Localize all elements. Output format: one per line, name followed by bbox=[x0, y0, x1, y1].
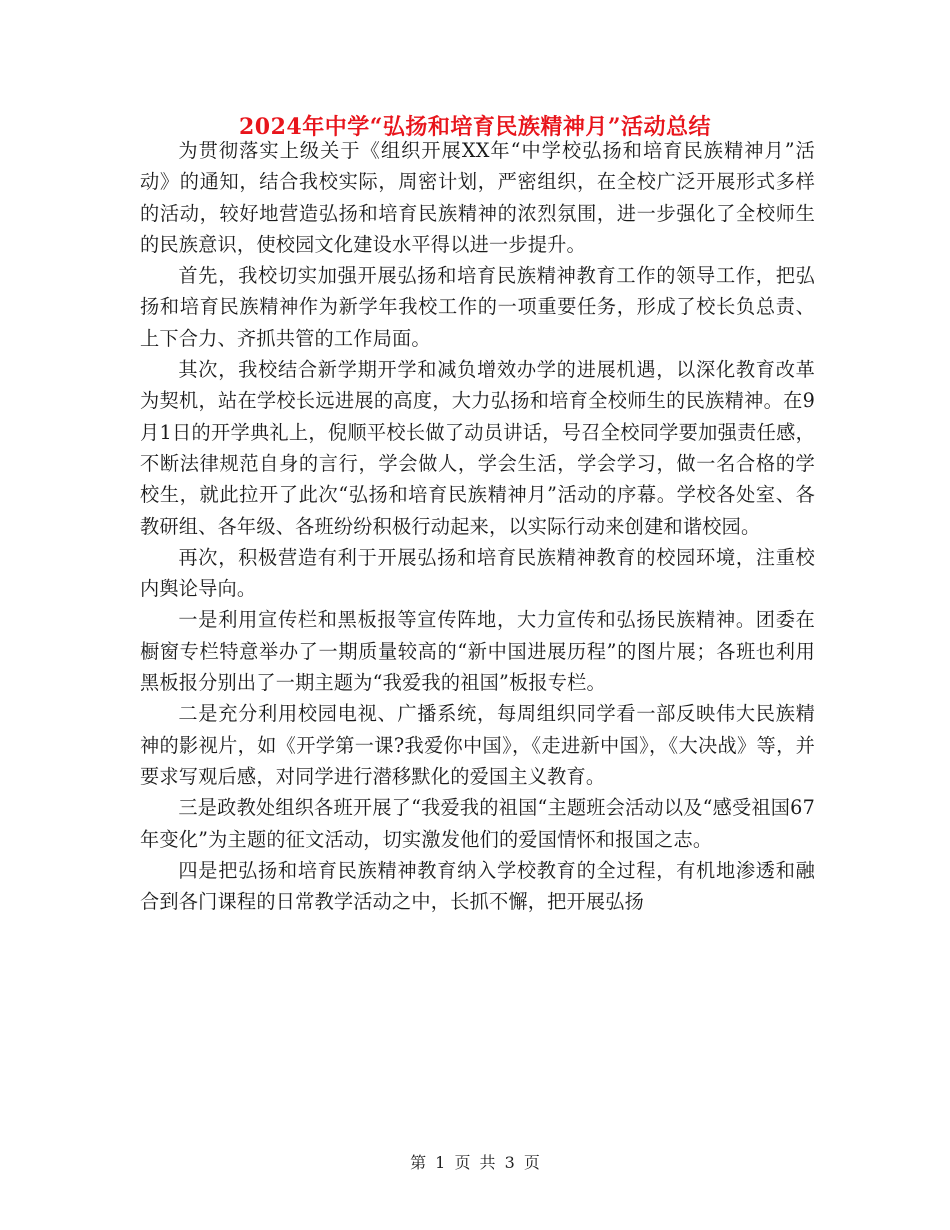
paragraph: 三是政教处组织各班开展了“我爱我的祖国“主题班会活动以及“感受祖国67年变化”为主题的征文活动，切实激发他们的爱国情怀和报国之志。 bbox=[140, 796, 815, 851]
paragraph: 四是把弘扬和培育民族精神教育纳入学校教育的全过程，有机地渗透和融合到各门课程的日常教学活动之中，长抓不懈，把开展弘扬 bbox=[140, 858, 815, 914]
paragraph: 首先，我校切实加强开展弘扬和培育民族精神教育工作的领导工作，把弘扬和培育民族精神作为新学年我校工作的一项重要任务，形成了校长负总责、上下合力、齐抓共管的工作局面。 bbox=[140, 264, 815, 350]
paragraph: 为贯彻落实上级关于《组织开展XX年“中学校弘扬和培育民族精神月”活动》的通知，结合我校实际，周密计划，严密组织，在全校广泛开展形式多样的活动，较好地营造弘扬和培育民族精神的浓烈氛围，进一步强化了全校师生的民族意识，使校园文化建设水平得以进一步提升。 bbox=[140, 139, 815, 256]
document-title: 2024年中学“弘扬和培育民族精神月”活动总结 bbox=[238, 114, 712, 140]
page-number-footer: 第 1 页 共 3 页 bbox=[410, 1153, 540, 1172]
paragraph: 再次，积极营造有利于开展弘扬和培育民族精神教育的校园环境，注重校内舆论导向。 bbox=[140, 545, 815, 601]
document-body bbox=[140, 135, 815, 917]
paragraph: 二是充分利用校园电视、广播系统，每周组织同学看一部反映伟大民族精神的影视片，如《开学第一课?我爱你中国》，《走进新中国》，《大决战》等，并要求写观后感，对同学进行潜移默化的爱国主义教育。 bbox=[140, 702, 815, 788]
paragraph: 一是利用宣传栏和黑板报等宣传阵地，大力宣传和弘扬民族精神。团委在橱窗专栏特意举办了一期质量较高的“新中国进展历程”的图片展；各班也利用黑板报分别出了一期主题为“我爱我的祖国”板报专栏。 bbox=[140, 608, 815, 695]
paragraph: 其次，我校结合新学期开学和减负增效办学的进展机遇，以深化教育改革为契机，站在学校长远进展的高度，大力弘扬和培育全校师生的民族精神。在9月1日的开学典礼上，倪顺平校长做了动员讲话，号召全校同学要加强责任感，不断法律规范自身的言行，学会做人，学会生活，学会学习，做一名合格的学校生，就此拉开了此次“弘扬和培育民族精神月”活动的序幕。学校各处室、各教研组、各年级、各班纷纷积极行动起来，以实际行动来创建和谐校园。 bbox=[140, 358, 815, 538]
